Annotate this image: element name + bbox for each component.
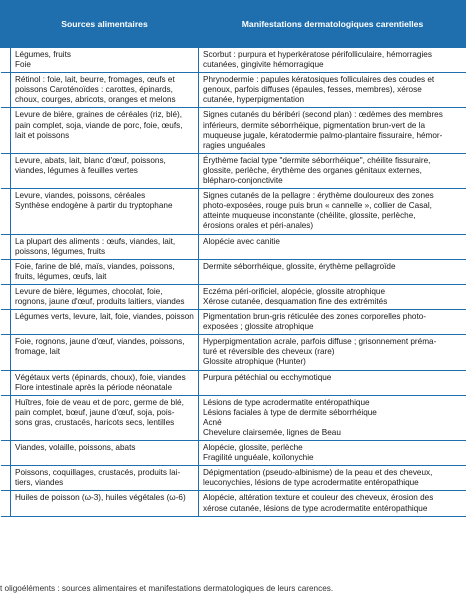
sources-line: fromage, lait xyxy=(15,347,61,357)
row-cut-cell xyxy=(1,466,11,491)
sources-cell xyxy=(11,335,199,370)
manifestations-line: Purpura pétéchial ou ecchymotique xyxy=(203,372,332,382)
manifestations-line: muqueuse jugale, kératodermie palmo-plantaire fissuraire, hémor- xyxy=(203,130,443,140)
manifestations-line: xérose cutanée, lésions de type acrodermatite entéropathique xyxy=(203,503,428,513)
manifestations-line: turé et réversible des cheveux (rare) xyxy=(203,347,335,357)
manifestations-line: ragies unguéales xyxy=(203,140,266,150)
manifestations-line: glossite, perlèche, érythème des organes génitaux externes, xyxy=(203,165,422,175)
table-row xyxy=(1,259,466,284)
sources-line: sons gras, crustacés, haricots secs, lentilles xyxy=(15,417,175,427)
row-cut-cell xyxy=(1,153,11,188)
manifestations-line: atteinte muqueuse inconstante (chéilite, glossite, perlèche, xyxy=(203,211,416,221)
sources-line: tiers, viandes xyxy=(15,478,64,488)
manifestations-line: Glossite atrophique (Hunter) xyxy=(203,357,306,367)
sources-cell xyxy=(11,73,199,108)
row-cut-cell xyxy=(1,395,11,440)
manifestations-cell xyxy=(199,259,466,284)
sources-line: Huiles de poisson (ω-3), huiles végétales (ω-6) xyxy=(15,493,186,503)
manifestations-line: Pigmentation brun-gris réticulée des zones corporelles photo- xyxy=(203,312,427,322)
manifestations-cell xyxy=(199,335,466,370)
manifestations-line: cutanée, hyperpigmentation xyxy=(203,95,305,105)
sources-cell xyxy=(11,284,199,309)
row-cut-cell xyxy=(1,370,11,395)
header-cut-cell xyxy=(1,1,11,48)
manifestations-line: Phrynodermie : papules kératosiques folliculaires des coudes et xyxy=(203,75,435,85)
row-cut-cell xyxy=(1,108,11,153)
sources-line: Levure de bière, graines de céréales (riz, blé), xyxy=(15,110,183,120)
sources-line: poissons, légumes, fruits xyxy=(15,246,106,256)
sources-line: choux, courges, abricots, oranges et melons xyxy=(15,95,176,105)
table-row xyxy=(1,466,466,491)
sources-cell xyxy=(11,441,199,466)
manifestations-line: Dermite séborrhéique, glossite, érythème pellagroïde xyxy=(203,261,396,271)
table-row xyxy=(1,310,466,335)
sources-line: lait et poissons xyxy=(15,130,70,140)
manifestations-cell xyxy=(199,466,466,491)
row-cut-cell xyxy=(1,335,11,370)
table-caption: t oligoéléments : sources alimentaires et manifestations dermatologiques de leurs carences. xyxy=(0,584,334,593)
manifestations-line: Alopécie avec canitie xyxy=(203,236,280,246)
row-cut-cell xyxy=(1,48,11,73)
table-row xyxy=(1,395,466,440)
manifestations-line: Scorbut : purpura et hyperkératose périfolliculaire, hémorragies xyxy=(203,50,432,59)
sources-cell xyxy=(11,395,199,440)
manifestations-line: Alopécie, glossite, perlèche xyxy=(203,443,303,453)
sources-line: fruits, légumes, œufs, lait xyxy=(15,271,107,281)
manifestations-cell xyxy=(199,284,466,309)
table-body xyxy=(1,48,466,517)
header-sources: Sources alimentaires xyxy=(11,1,199,48)
manifestations-line: Érythème facial type "dermite séborrhéique", chéilite fissuraire, xyxy=(203,155,431,165)
sources-cell xyxy=(11,466,199,491)
sources-line: Légumes verts, levure, lait, foie, viandes, poisson xyxy=(15,312,194,322)
sources-line: Végétaux verts (épinards, choux), foie, viandes xyxy=(15,372,186,382)
manifestations-line: érosions orales et péri-anales) xyxy=(203,221,314,231)
table-row xyxy=(1,335,466,370)
sources-line: rognons, jaune d'œuf, produits laitiers, viandes xyxy=(15,296,185,306)
sources-line: Synthèse endogène à partir du tryptophane xyxy=(15,201,173,211)
header-manifestations: Manifestations dermatologiques carentielles xyxy=(199,1,466,48)
manifestations-line: Lésions faciales à type de dermite séborrhéique xyxy=(203,407,377,417)
manifestations-cell xyxy=(199,310,466,335)
table-row xyxy=(1,73,466,108)
manifestations-line: Dépigmentation (pseudo-albinisme) de la peau et des cheveux, xyxy=(203,468,433,478)
sources-line: Huîtres, foie de veau et de porc, germe de blé, xyxy=(15,397,184,407)
sources-line: Levure, viandes, poissons, céréales xyxy=(15,191,146,201)
manifestations-line: exposées ; glossite atrophique xyxy=(203,322,314,332)
manifestations-cell xyxy=(199,73,466,108)
sources-cell xyxy=(11,234,199,259)
manifestations-line: Chevelure clairsemée, lignes de Beau xyxy=(203,428,341,437)
sources-line: Levure de bière, légumes, chocolat, foie, xyxy=(15,286,163,296)
sources-cell xyxy=(11,48,199,73)
sources-cell xyxy=(11,153,199,188)
sources-cell xyxy=(11,189,199,234)
row-cut-cell xyxy=(1,310,11,335)
table-row xyxy=(1,189,466,234)
manifestations-cell xyxy=(199,189,466,234)
sources-line: Poissons, coquillages, crustacés, produits lai- xyxy=(15,468,181,478)
sources-line: La plupart des aliments : œufs, viandes, lait, xyxy=(15,236,176,246)
manifestations-cell xyxy=(199,108,466,153)
sources-line: Rétinol : foie, lait, beurre, fromages, œufs et xyxy=(15,75,175,85)
sources-cell xyxy=(11,108,199,153)
sources-line: Foie xyxy=(15,60,31,70)
row-cut-cell xyxy=(1,189,11,234)
manifestations-line: photo-exposées, rouge puis brun « cannelle », collier de Casal, xyxy=(203,201,432,211)
sources-cell xyxy=(11,370,199,395)
row-cut-cell xyxy=(1,73,11,108)
manifestations-line: Hyperpigmentation acrale, parfois diffuse ; grisonnement préma- xyxy=(203,337,437,347)
manifestations-line: Xérose cutanée, desquamation fine des extrémités xyxy=(203,296,388,306)
row-cut-cell xyxy=(1,441,11,466)
table-row xyxy=(1,370,466,395)
manifestations-line: genoux, parfois diffuses (épaules, fesses, membres), xérose xyxy=(203,85,422,95)
manifestations-line: Signes cutanés du béribéri (second plan) : œdèmes des membres xyxy=(203,110,443,120)
manifestations-line: Fragilité unguéale, koïlonychie xyxy=(203,453,314,463)
table-row xyxy=(1,48,466,73)
sources-cell xyxy=(11,491,199,516)
sources-cell xyxy=(11,310,199,335)
table-row xyxy=(1,284,466,309)
manifestations-line: Signes cutanés de la pellagre : érythème douloureux des zones xyxy=(203,191,434,201)
manifestations-cell xyxy=(199,441,466,466)
sources-line: Foie, rognons, jaune d'œuf, viandes, poissons, xyxy=(15,337,185,347)
table-row xyxy=(1,234,466,259)
row-cut-cell xyxy=(1,234,11,259)
sources-line: Foie, farine de blé, maïs, viandes, poissons, xyxy=(15,261,175,271)
sources-line: Légumes, fruits xyxy=(15,50,71,59)
manifestations-line: Acné xyxy=(203,417,222,427)
manifestations-line: cutanées, gingivite hémorragique xyxy=(203,60,324,70)
manifestations-cell xyxy=(199,395,466,440)
table-header-row xyxy=(1,1,466,48)
row-cut-cell xyxy=(1,284,11,309)
manifestations-cell xyxy=(199,153,466,188)
sources-line: pain complet, soja, viande de porc, foie, œufs, xyxy=(15,120,183,130)
manifestations-line: Lésions de type acrodermatite entéropathique xyxy=(203,397,370,407)
manifestations-cell xyxy=(199,370,466,395)
manifestations-line: inférieurs, dermite séborrhéique, pigmentation brun-vert de la xyxy=(203,120,426,130)
manifestations-line: blépharo-conjonctivite xyxy=(203,176,283,186)
table-row xyxy=(1,491,466,516)
manifestations-cell xyxy=(199,491,466,516)
sources-line: Levure, abats, lait, blanc d'œuf, poissons, xyxy=(15,155,166,165)
table-row xyxy=(1,153,466,188)
row-cut-cell xyxy=(1,491,11,516)
sources-line: Flore intestinale après la période néonatale xyxy=(15,382,173,392)
manifestations-line: Alopécie, altération texture et couleur des cheveux, érosion des xyxy=(203,493,434,503)
manifestations-line: Eczéma péri-orificiel, alopécie, glossite atrophique xyxy=(203,286,386,296)
sources-cell xyxy=(11,259,199,284)
sources-line: Viandes, volaille, poissons, abats xyxy=(15,443,136,453)
manifestations-line: leuconychies, lésions de type acrodermatite entéropathique xyxy=(203,478,419,488)
row-cut-cell xyxy=(1,259,11,284)
manifestations-cell xyxy=(199,234,466,259)
sources-line: poissons Caroténoïdes : carottes, épinards, xyxy=(15,85,173,95)
sources-line: pain complet, bœuf, jaune d'œuf, soja, pois- xyxy=(15,407,175,417)
sources-line: viandes, légumes à feuilles vertes xyxy=(15,165,138,175)
manifestations-cell xyxy=(199,48,466,73)
table-row xyxy=(1,108,466,153)
table-row xyxy=(1,441,466,466)
